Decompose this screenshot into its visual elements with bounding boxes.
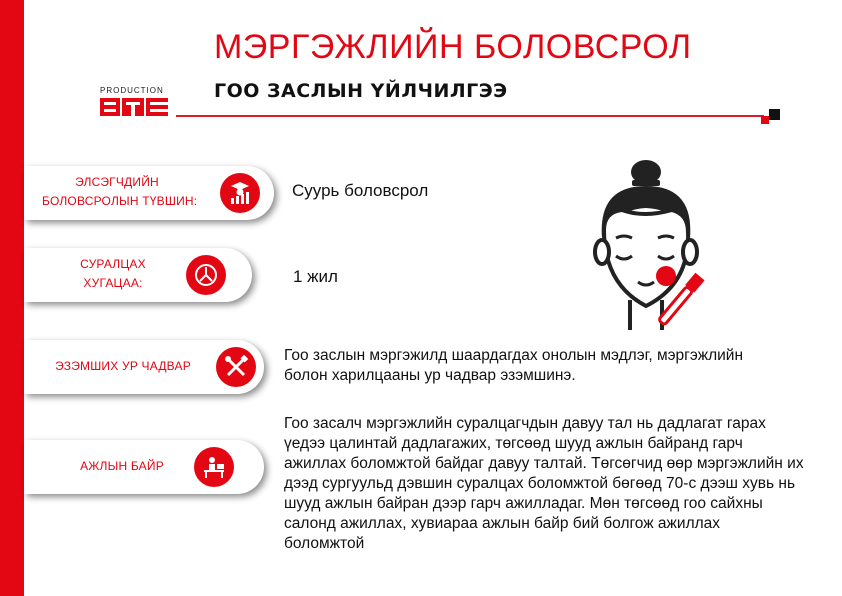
page-title: МЭРГЭЖЛИЙН БОЛОВСРОЛ [214, 28, 692, 66]
decor-square-red [761, 116, 769, 124]
duration-pill [24, 248, 252, 302]
woman-makeup-brush-icon [592, 158, 722, 334]
logo-mark-icon [100, 96, 176, 118]
duration-value: 1 жил [293, 267, 338, 286]
left-red-bar [0, 0, 24, 596]
label-line1: ЭЛСЭГЧДИЙН [75, 175, 159, 189]
education-level-value: Суурь боловсрол [292, 181, 429, 200]
label-line1: СУРАЛЦАХ [80, 257, 146, 271]
subtitle: ГОО ЗАСЛЫН ҮЙЛЧИЛГЭЭ [214, 80, 508, 102]
label-line2: ХУГАЦАА: [83, 276, 143, 290]
workplace-paragraph: Гоо засалч мэргэжлийн суралцагчдын давуу тал нь дадлагат гарах үедээ цалинтай дадлагажих, төгсөөд шууд ажлын байранд гарч ажиллах боломжтой байдаг давуу талтай. Төгсөгчид өөр мэргэжлийн их дээд сургуульд дэвшин суралцах боломжтой бөгөөд 70-с дээш хувь нь шууд ажлын байран дээр гарч ажилладаг. Мөн төгсөөд гоо сайхны салонд ажиллах, хувиараа ажлын байр бий болгож ажиллах боломжтой [284, 415, 804, 552]
education-level-label [42, 173, 198, 211]
skills-label: ЭЗЭМШИХ УР ЧАДВАР [55, 359, 191, 373]
decor-square-black [769, 109, 780, 120]
label-line2: БОЛОВСРОЛЫН ТҮВШИН: [42, 194, 198, 208]
workplace-pill [24, 440, 264, 494]
workplace-label: АЖЛЫН БАЙР [80, 459, 164, 473]
graduate-chart-icon [220, 173, 260, 213]
education-level-pill [24, 166, 274, 220]
workplace-icon [194, 447, 234, 487]
duration-label [58, 255, 168, 293]
divider [176, 115, 764, 117]
skills-pill [24, 340, 264, 394]
clock-icon [186, 255, 226, 295]
skills-paragraph: Гоо заслын мэргэжилд шаардагдах онолын мэдлэг, мэргэжлийн болон харилцааны ур чадвар эзэмшинэ. [284, 347, 744, 384]
logo-text: PRODUCTION [100, 86, 164, 95]
tools-icon [216, 347, 256, 387]
logo [100, 86, 176, 118]
